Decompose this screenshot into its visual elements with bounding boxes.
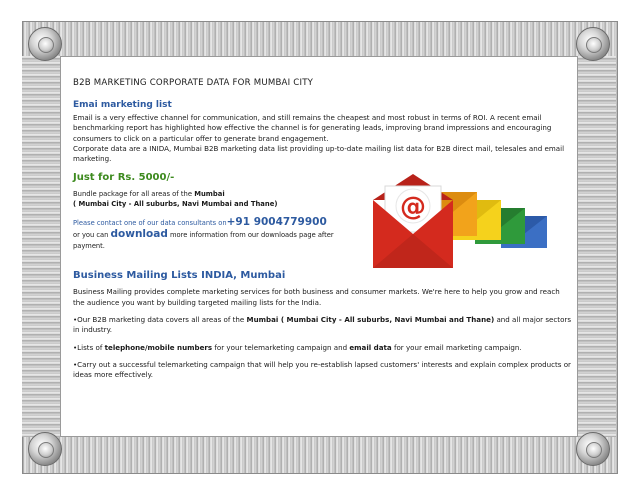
bullet-2-mid: for your telemarketing campaign and [212,342,350,352]
page-title: B2B MARKETING CORPORATE DATA FOR MUMBAI CITY [73,78,314,88]
frame-left-rail [22,56,60,437]
bundle-city: Mumbai [194,190,225,199]
bundle-intro: Bundle package for all areas of the [73,190,195,199]
phone-number[interactable]: +91 9004779900 [226,216,327,229]
email-heading: Emai marketing list [73,100,172,110]
bullet-1-post: and all major sectors in industry. [73,315,572,335]
email-paragraph-1: Email is a very effective channel for communication, and still remains the cheapest and most robust in terms of ROI. A recent email benchmarking report has highlighted how effective the channel is for generating leads, improving brand impressions and encouraging consumers to click on a particular offer to generate brand engagement. [73,113,552,143]
business-heading: Business Mailing Lists INDIA, Mumbai [73,270,286,282]
email-paragraph-2: Corporate data are a INIDA, Mumbai B2B marketing data list providing up-to-date mailing list data for B2B direct mail, telesales and email marketing. [73,143,565,164]
bullet-1-pre: •Our B2B marketing data covers all areas of the [73,315,247,325]
at-sign-icon: @ [400,192,426,222]
corner-rivet-icon [28,27,62,61]
contact-text: Please contact one of our data consultants on [73,219,227,228]
contact-block [73,217,358,252]
corner-rivet-icon [576,27,610,61]
bullet-lists [73,343,573,353]
or-text: or you can [73,231,111,240]
download-tail: more information from our downloads page after payment. [73,231,334,251]
bullet-2-pre: •Lists of [73,342,105,352]
corner-rivet-icon [28,432,62,466]
frame-right-rail [578,56,616,437]
download-link[interactable]: download [110,228,168,241]
envelope-icon [373,174,453,268]
bullet-2-bold-1: telephone/mobile numbers [104,342,213,352]
email-envelopes-illustration [371,172,571,280]
corner-rivet-icon [576,432,610,466]
business-paragraph: Business Mailing provides complete marketing services for both business and consumer markets. We're here to help you grow and reach the audience you want by building targeted mailing lists for the India. [73,287,560,307]
bundle-areas: ( Mumbai City - All suburbs, Navi Mumbai and Thane) [73,200,278,209]
bullet-2-post: for your email marketing campaign. [391,342,522,352]
bullet-mumbai-coverage [73,315,573,336]
price-heading: Just for Rs. 5000/- [73,172,175,184]
bullet-2-bold-2: email data [349,342,392,352]
bullet-telemarketing: •Carry out a successful telemarketing campaign that will help you re-establish lapsed customers' interests and explain complex products or ideas more effectively. [73,359,571,380]
bullet-1-bold: Mumbai ( Mumbai City - All suburbs, Navi Mumbai and Thane) [246,315,495,325]
